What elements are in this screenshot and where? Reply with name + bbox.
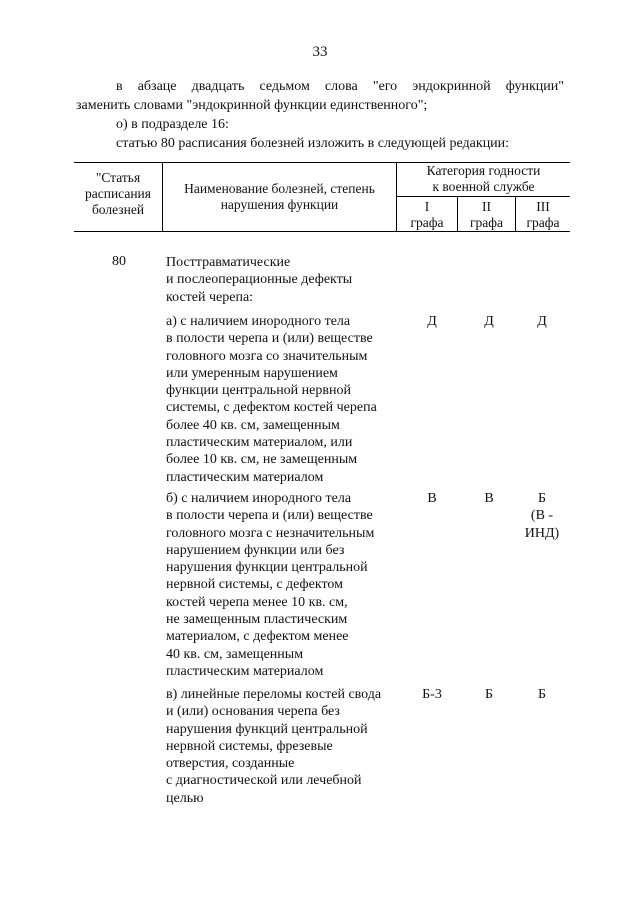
article-number: 80 <box>112 254 126 269</box>
header-bottom-rule <box>74 231 570 232</box>
item-c-cat-2: Б <box>484 687 494 702</box>
header-category: Категория годности к военной службе <box>426 163 541 194</box>
item-c-cat-1: Б-3 <box>422 687 442 702</box>
header-col-1: I графа <box>410 199 444 230</box>
item-b-text: б) с наличием инородного тела в полости черепа и (или) веществе головного мозга с незначительным нарушением функции или без нарушения функции центральной нервной системы, с дефектом костей черепа менее 10 кв. см, не замещенным пластическим материалом, с дефектом менее 40 кв. см, замещенным пластическим материалом <box>166 491 375 679</box>
intro-line-4: статью 80 расписания болезней изложить в следующей редакции: <box>116 136 510 151</box>
intro-line-1: в абзаце двадцать седьмом слова "его эндокринной функции" <box>116 79 564 94</box>
header-col-3: III графа <box>526 199 560 230</box>
item-a-cat-1: Д <box>427 314 437 329</box>
intro-line-3: о) в подразделе 16: <box>116 117 229 132</box>
item-c-text: в) линейные переломы костей свода и (или) основания черепа без нарушения функций центральной нервной системы, фрезевые отверстия, созданные с диагностической или лечебной целью <box>166 687 382 806</box>
item-b-cat-2: В <box>484 491 494 506</box>
intro-text <box>76 77 564 153</box>
item-b-cat-1: В <box>427 491 437 506</box>
header-disease: Наименование болезней, степень нарушения функции <box>184 181 375 212</box>
intro-line-2: заменить словами "эндокринной функции единственного"; <box>76 98 428 113</box>
article-title: Посттравматические и послеоперационные дефекты костей черепа: <box>166 255 353 305</box>
header-article: "Статья расписания болезней <box>85 170 151 217</box>
item-b-cat-3: Б (В - ИНД) <box>524 491 560 541</box>
page-number: 33 <box>312 44 328 60</box>
table-header <box>74 162 570 232</box>
item-a-cat-2: Д <box>484 314 494 329</box>
item-a-cat-3: Д <box>537 314 547 329</box>
header-col-2: II графа <box>469 199 504 230</box>
item-c-cat-3: Б <box>537 687 547 702</box>
header-subrule <box>396 196 570 197</box>
item-a-text: а) с наличием инородного тела в полости черепа и (или) веществе головного мозга со значительным или умеренным нарушением функции центральной нервной системы, с дефектом костей черепа более 40 кв. см, замещенным пластическим материалом, или более 10 кв. см, не замещенным пластическим материалом <box>166 314 377 485</box>
